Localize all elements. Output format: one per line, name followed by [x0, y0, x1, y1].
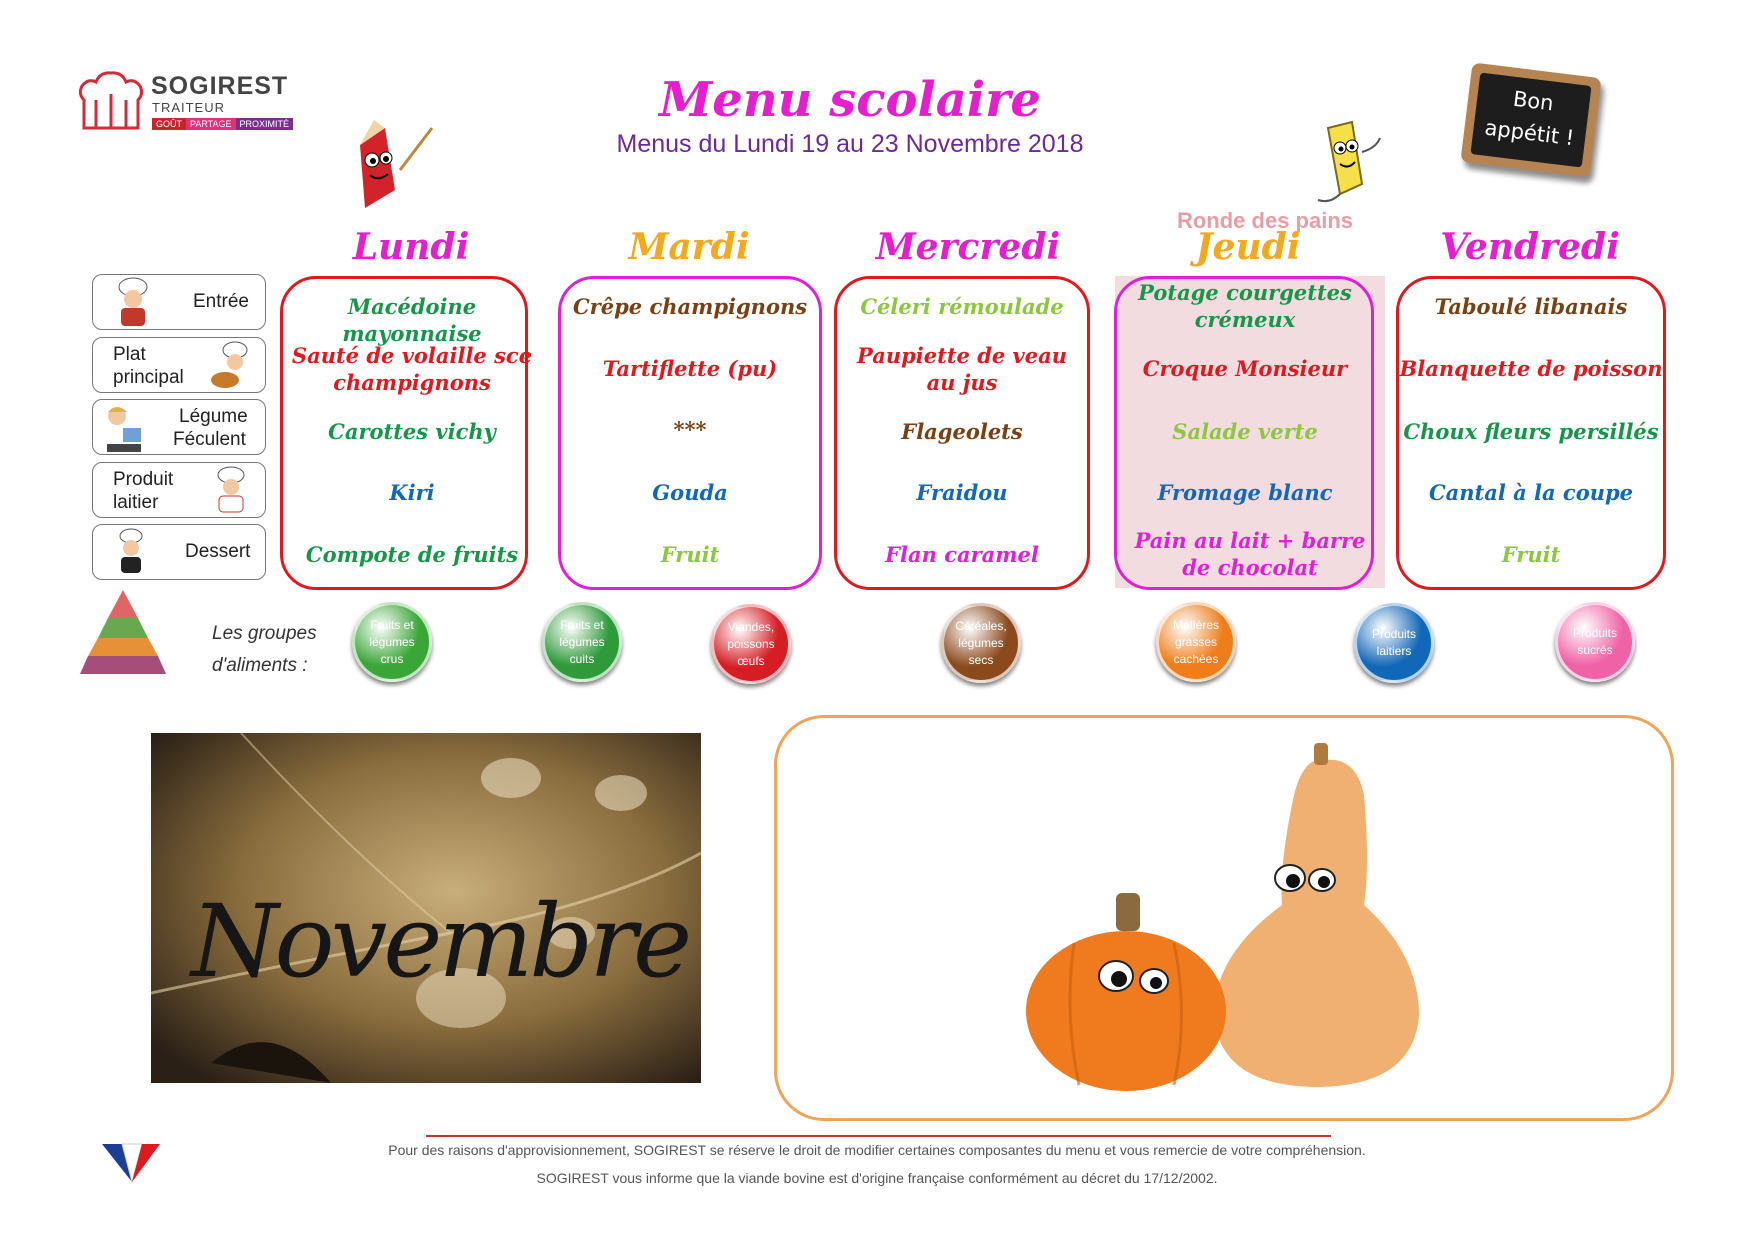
category-dessert: [92, 524, 266, 580]
menu-item: Crêpe champignons: [572, 294, 808, 319]
badge-line: Matières: [1172, 617, 1219, 632]
month-word: Novembre: [191, 883, 689, 1000]
menu-item: Sauté de volaille sce champignons: [291, 343, 533, 395]
badge-line: laitiers: [1376, 644, 1412, 658]
bon-appetit-line1: Bon: [1511, 86, 1555, 116]
food-group-badge: [941, 603, 1021, 683]
menu-item: Fruit: [660, 542, 720, 567]
food-group-badge: [1156, 602, 1236, 682]
badge-line: Céréales,: [955, 618, 1007, 633]
category-label: Légume: [179, 406, 248, 427]
november-leaf-image: [151, 733, 701, 1083]
badge-line: Produits: [1371, 627, 1417, 641]
menu-item: Paupiette de veau au jus: [857, 343, 1067, 395]
special-note: Ronde des pains: [1176, 208, 1354, 233]
menu-item: Pain au lait + barre de chocolat: [1134, 528, 1366, 580]
menu-item: Carottes vichy: [328, 419, 496, 444]
category-legume-feculent: [92, 399, 266, 455]
menu-item: Tartiflette (pu): [602, 356, 778, 381]
menu-item: ***: [673, 417, 707, 442]
day-name-lundi: Lundi: [352, 226, 470, 268]
badge-line: secs: [968, 652, 994, 667]
menu-item: Taboulé libanais: [1434, 294, 1628, 319]
day-name-mercredi: Mercredi: [875, 226, 1061, 268]
chef-hat-logo-icon: [76, 70, 146, 134]
menu-item: Compote de fruits: [305, 542, 519, 567]
menu-item: Salade verte: [1172, 419, 1318, 444]
food-groups-label-1: Les groupes: [212, 623, 317, 644]
tagline-partage: PARTAGE: [186, 118, 236, 130]
menu-item: Blanquette de poisson: [1399, 356, 1663, 381]
badge-line: crus: [380, 651, 404, 666]
badge-line: Fruits et: [370, 617, 414, 632]
chef-icon: [111, 277, 155, 329]
category-label-2: laitier: [113, 492, 159, 513]
menu-item: Potage courgettes crémeux: [1138, 280, 1352, 332]
category-label: Plat: [113, 344, 146, 365]
day-name-vendredi: Vendredi: [1440, 226, 1620, 268]
footer-disclaimer: Pour des raisons d'approvisionnement, SOGIREST se réserve le droit de modifier certaines composantes du menu et vous remercie de votre compréhension.: [388, 1142, 1366, 1158]
menu-item: Céleri rémoulade: [860, 294, 1064, 319]
category-plat-principal: [92, 337, 266, 393]
tagline-gout: GOÛT: [152, 118, 186, 130]
menu-item: Macédoine mayonnaise: [342, 294, 482, 346]
badge-line: sucrés: [1577, 643, 1613, 657]
food-group-badge: [711, 604, 791, 684]
pumpkin-image-frame: [774, 715, 1674, 1121]
food-groups-label: [212, 618, 317, 682]
food-group-badge: [1555, 602, 1635, 682]
badge-line: cachées: [1173, 651, 1219, 666]
food-group-badge: [542, 602, 622, 682]
menu-item: Fruit: [1501, 542, 1561, 567]
brand-tagline: [152, 118, 300, 130]
category-produit-laitier: [92, 462, 266, 518]
menu-item: Fraidou: [916, 480, 1008, 505]
badge-line: Produits: [1572, 626, 1618, 640]
category-label: Dessert: [185, 541, 251, 562]
category-label: Entrée: [193, 291, 249, 312]
cook-girl-icon: [101, 402, 145, 454]
tagline-proximite: PROXIMITÉ: [236, 118, 294, 130]
chef-icon: [209, 340, 253, 392]
menu-item: Flageolets: [901, 419, 1023, 444]
cook-girl-icon: [111, 527, 155, 579]
badge-line: poissons: [727, 636, 775, 651]
footer-divider: [426, 1135, 1331, 1137]
menu-item: Kiri: [389, 480, 435, 505]
pumpkins-with-eyes-icon: [774, 715, 1674, 1121]
bon-appetit-chalkboard: [1460, 62, 1601, 177]
food-group-badge: [352, 602, 432, 682]
page-title: Menu scolaire: [659, 72, 1041, 128]
menu-item: Croque Monsieur: [1142, 356, 1348, 381]
pencil-mascot-icon: [340, 120, 440, 215]
badge-line: légumes: [369, 634, 415, 649]
food-pyramid-icon: [78, 588, 168, 680]
food-groups-label-2: d'aliments :: [212, 655, 308, 676]
menu-item: Fromage blanc: [1157, 480, 1333, 505]
day-name-jeudi: Jeudi: [1195, 226, 1301, 268]
category-label-2: Féculent: [173, 429, 246, 450]
badge-line: grasses: [1174, 634, 1217, 649]
chef-icon: [209, 465, 253, 517]
badge-line: Viandes,: [727, 619, 775, 634]
badge-line: cuits: [569, 651, 595, 666]
menu-item: Cantal à la coupe: [1428, 480, 1634, 505]
badge-line: œufs: [737, 653, 765, 668]
badge-line: Fruits et: [560, 617, 604, 632]
menu-item: Choux fleurs persillés: [1403, 419, 1659, 444]
brand-name: SOGIREST: [151, 72, 289, 100]
food-group-badge: [1354, 603, 1434, 683]
page-subtitle: Menus du Lundi 19 au 23 Novembre 2018: [616, 130, 1084, 158]
yellow-pencil-mascot-icon: [1310, 118, 1390, 210]
day-name-mardi: Mardi: [628, 226, 750, 268]
category-label: Produit: [113, 469, 174, 490]
menu-item: Flan caramel: [885, 542, 1039, 567]
category-entree: [92, 274, 266, 330]
bon-appetit-line2: appétit !: [1483, 115, 1576, 151]
badge-line: légumes: [958, 635, 1004, 650]
brand-subtitle: TRAITEUR: [152, 100, 225, 115]
badge-line: légumes: [559, 634, 605, 649]
sogirest-logo: [76, 70, 306, 134]
footer-beef-origin: SOGIREST vous informe que la viande bovine est d'origine française conformément au décret du 17/12/2002.: [536, 1170, 1218, 1186]
menu-item: Gouda: [652, 480, 728, 505]
category-label-2: principal: [113, 367, 184, 388]
